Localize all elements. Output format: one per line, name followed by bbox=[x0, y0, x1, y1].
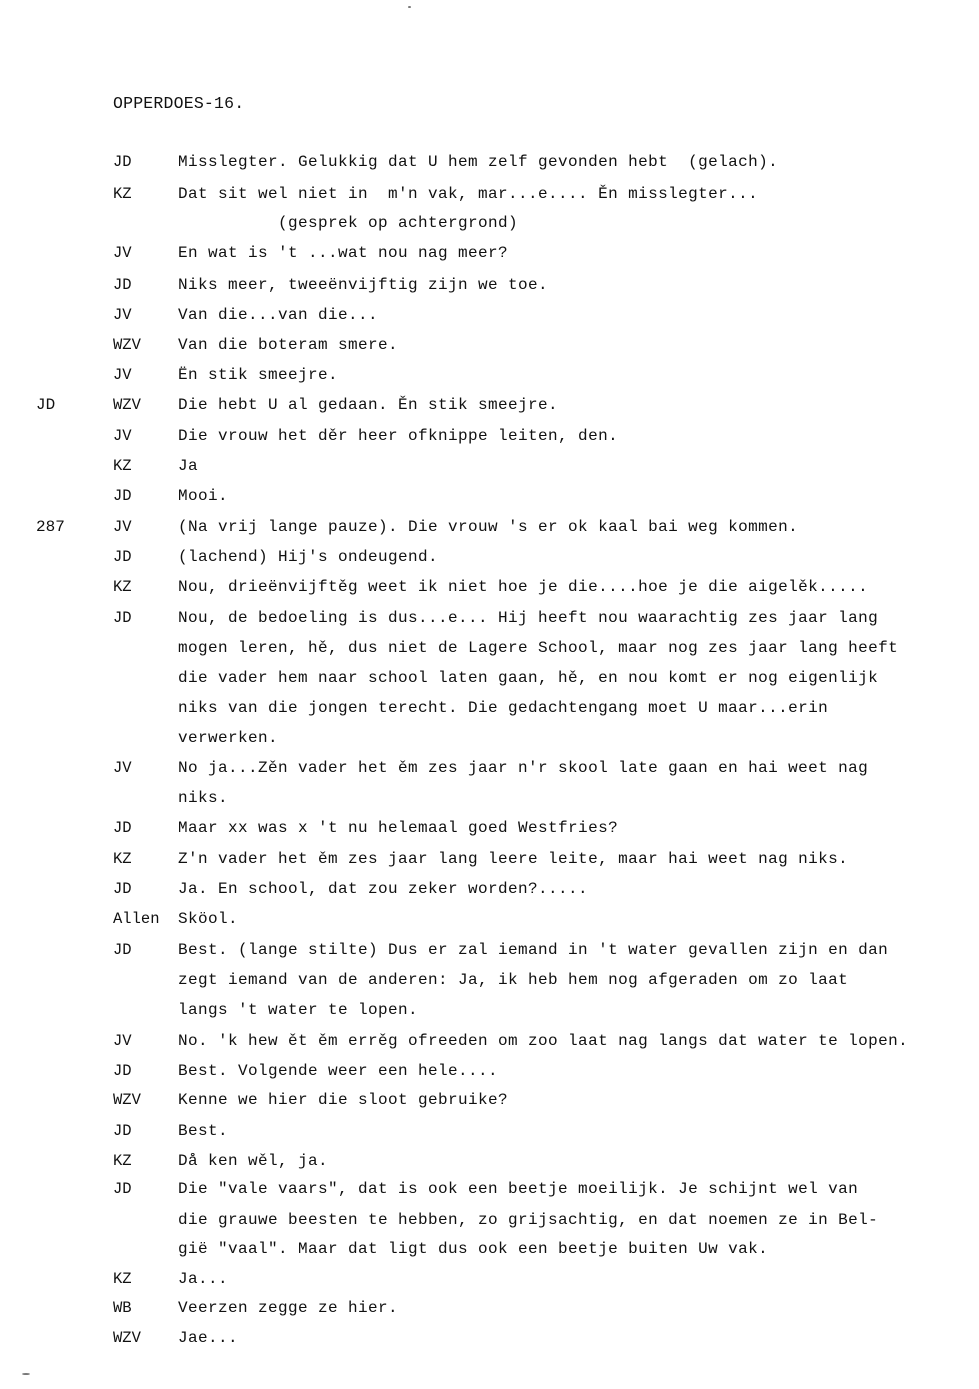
utterance-text: zegt iemand van de anderen: Ja, ik heb hem nog afgeraden om zo laat bbox=[178, 971, 849, 989]
speaker-code: WB bbox=[113, 1299, 132, 1317]
utterance-text: Maar xx was x 't nu helemaal goed Westfries? bbox=[178, 819, 619, 837]
utterance-text: niks. bbox=[178, 789, 229, 807]
speaker-code: JV bbox=[113, 759, 132, 777]
transcript-line bbox=[0, 396, 979, 420]
utterance-text: Nou, de bedoeling is dus...e... Hij heeft nou waarachtig zes jaar lang bbox=[178, 609, 879, 627]
utterance-text: (Na vrij lange pauze). Die vrouw 's er ok kaal bai weg kommen. bbox=[178, 518, 799, 536]
speaker-code: JD bbox=[113, 1062, 132, 1080]
transcript-line bbox=[0, 1062, 979, 1086]
transcript-line bbox=[0, 1240, 979, 1264]
speaker-code: JD bbox=[113, 276, 132, 294]
speaker-code: JD bbox=[113, 1180, 132, 1198]
speaker-code: JV bbox=[113, 244, 132, 262]
utterance-text: Die "vale vaars", dat is ook een beetje moeilijk. Je schijnt wel van bbox=[178, 1180, 859, 1198]
utterance-text: Niks meer, tweeënvijftig zijn we toe. bbox=[178, 276, 549, 294]
speaker-code: JV bbox=[113, 366, 132, 384]
utterance-text: Dat sit wel niet in m'n vak, mar...e.... Ěn misslegter... bbox=[178, 185, 759, 203]
transcript-line bbox=[0, 276, 979, 300]
transcript-line bbox=[0, 880, 979, 904]
utterance-text: Jae... bbox=[178, 1329, 239, 1347]
utterance-text: Die vrouw het děr heer ofknippe leiten, den. bbox=[178, 427, 619, 445]
utterance-text: verwerken. bbox=[178, 729, 279, 747]
speaker-code: JD bbox=[113, 880, 132, 898]
transcript-line bbox=[0, 971, 979, 995]
transcript-line bbox=[0, 759, 979, 783]
transcript-line bbox=[0, 214, 979, 238]
transcript-line bbox=[0, 427, 979, 451]
transcript-line bbox=[0, 306, 979, 330]
transcript-line bbox=[0, 1122, 979, 1146]
utterance-text: Veerzen zegge ze hier. bbox=[178, 1299, 399, 1317]
transcript-line bbox=[0, 1001, 979, 1025]
speaker-code: JV bbox=[113, 518, 132, 536]
utterance-text: Van die boteram smere. bbox=[178, 336, 399, 354]
utterance-text: Ja. En school, dat zou zeker worden?..... bbox=[178, 880, 589, 898]
speaker-code: JD bbox=[113, 819, 132, 837]
speaker-code: JD bbox=[113, 941, 132, 959]
speaker-code: WZV bbox=[113, 336, 141, 354]
margin-note: JD bbox=[36, 396, 56, 414]
speaker-code: KZ bbox=[113, 1152, 132, 1170]
speaker-code: KZ bbox=[113, 578, 132, 596]
transcript-line bbox=[0, 699, 979, 723]
utterance-text: Best. Volgende weer een hele.... bbox=[178, 1062, 499, 1080]
utterance-text: Ja bbox=[178, 457, 199, 475]
speaker-code: WZV bbox=[113, 396, 141, 414]
utterance-text: mogen leren, hě, dus niet de Lagere School, maar nog zes jaar lang heeft bbox=[178, 639, 899, 657]
transcript-line bbox=[0, 1152, 979, 1176]
speaker-code: KZ bbox=[113, 185, 132, 203]
page-title: OPPERDOES-16. bbox=[113, 94, 245, 113]
utterance-text: No. 'k hew ět ěm errěg ofreeden om zoo laat nag langs dat water te lopen. bbox=[178, 1032, 909, 1050]
transcript-line bbox=[0, 1329, 979, 1353]
transcript-line bbox=[0, 910, 979, 934]
speaker-code: JV bbox=[113, 427, 132, 445]
transcript-line bbox=[0, 578, 979, 602]
transcript-line bbox=[0, 1180, 979, 1204]
speaker-code: Allen bbox=[113, 910, 160, 928]
utterance-text: Best. (lange stilte) Dus er zal iemand in 't water gevallen zijn en dan bbox=[178, 941, 889, 959]
transcript-line bbox=[0, 1091, 979, 1115]
transcript-line bbox=[0, 366, 979, 390]
transcript-line bbox=[0, 1032, 979, 1056]
utterance-text: (lachend) Hij's ondeugend. bbox=[178, 548, 439, 566]
utterance-text: Best. bbox=[178, 1122, 229, 1140]
utterance-text: niks van die jongen terecht. Die gedachtengang moet U maar...erin bbox=[178, 699, 829, 717]
scan-speck bbox=[22, 1373, 30, 1375]
margin-note: 287 bbox=[36, 518, 65, 536]
speaker-code: JD bbox=[113, 609, 132, 627]
utterance-text: Die hebt U al gedaan. Ěn stik smeejre. bbox=[178, 396, 559, 414]
transcript-line bbox=[0, 819, 979, 843]
transcript-line bbox=[0, 850, 979, 874]
speaker-code: JD bbox=[113, 1122, 132, 1140]
utterance-text: Z'n vader het ěm zes jaar lang leere leite, maar hai weet nag niks. bbox=[178, 850, 849, 868]
transcript-line bbox=[0, 244, 979, 268]
speaker-code: JD bbox=[113, 153, 132, 171]
transcript-line bbox=[0, 548, 979, 572]
transcript-line bbox=[0, 153, 979, 177]
utterance-text: Då ken wěl, ja. bbox=[178, 1152, 329, 1170]
transcript-line bbox=[0, 1270, 979, 1294]
utterance-text: Ja... bbox=[178, 1270, 229, 1288]
transcript-line bbox=[0, 185, 979, 209]
transcript-line bbox=[0, 669, 979, 693]
transcript-line bbox=[0, 336, 979, 360]
utterance-text: (gesprek op achtergrond) bbox=[178, 214, 519, 232]
transcript-line bbox=[0, 1211, 979, 1235]
transcript-line bbox=[0, 609, 979, 633]
transcript-line bbox=[0, 639, 979, 663]
transcript-line bbox=[0, 729, 979, 753]
transcript-line bbox=[0, 518, 979, 542]
transcript-line bbox=[0, 487, 979, 511]
speaker-code: WZV bbox=[113, 1329, 141, 1347]
utterance-text: Misslegter. Gelukkig dat U hem zelf gevonden hebt (gelach). bbox=[178, 153, 779, 171]
speaker-code: JD bbox=[113, 548, 132, 566]
speaker-code: KZ bbox=[113, 457, 132, 475]
utterance-text: Mooi. bbox=[178, 487, 229, 505]
utterance-text: die grauwe beesten te hebben, zo grijsachtig, en dat noemen ze in Bel- bbox=[178, 1211, 879, 1229]
utterance-text: Nou, drieënvijftěg weet ik niet hoe je die....hoe je die aigelěk..... bbox=[178, 578, 869, 596]
utterance-text: langs 't water te lopen. bbox=[178, 1001, 419, 1019]
utterance-text: No ja...Zěn vader het ěm zes jaar n'r skool late gaan en hai weet nag bbox=[178, 759, 869, 777]
utterance-text: die vader hem naar school laten gaan, hě, en nou komt er nog eigenlijk bbox=[178, 669, 879, 687]
speaker-code: KZ bbox=[113, 850, 132, 868]
speaker-code: WZV bbox=[113, 1091, 141, 1109]
speaker-code: JV bbox=[113, 1032, 132, 1050]
utterance-text: Sköol. bbox=[178, 910, 239, 928]
speaker-code: JD bbox=[113, 487, 132, 505]
utterance-text: En wat is 't ...wat nou nag meer? bbox=[178, 244, 509, 262]
transcript-line bbox=[0, 789, 979, 813]
scan-speck bbox=[408, 6, 411, 8]
speaker-code: KZ bbox=[113, 1270, 132, 1288]
transcript-line bbox=[0, 1299, 979, 1323]
transcript-line bbox=[0, 457, 979, 481]
speaker-code: JV bbox=[113, 306, 132, 324]
utterance-text: Van die...van die... bbox=[178, 306, 379, 324]
utterance-text: gië "vaal". Maar dat ligt dus ook een beetje buiten Uw vak. bbox=[178, 1240, 769, 1258]
transcript-line bbox=[0, 941, 979, 965]
utterance-text: Ën stik smeejre. bbox=[178, 366, 339, 384]
utterance-text: Kenne we hier die sloot gebruike? bbox=[178, 1091, 509, 1109]
